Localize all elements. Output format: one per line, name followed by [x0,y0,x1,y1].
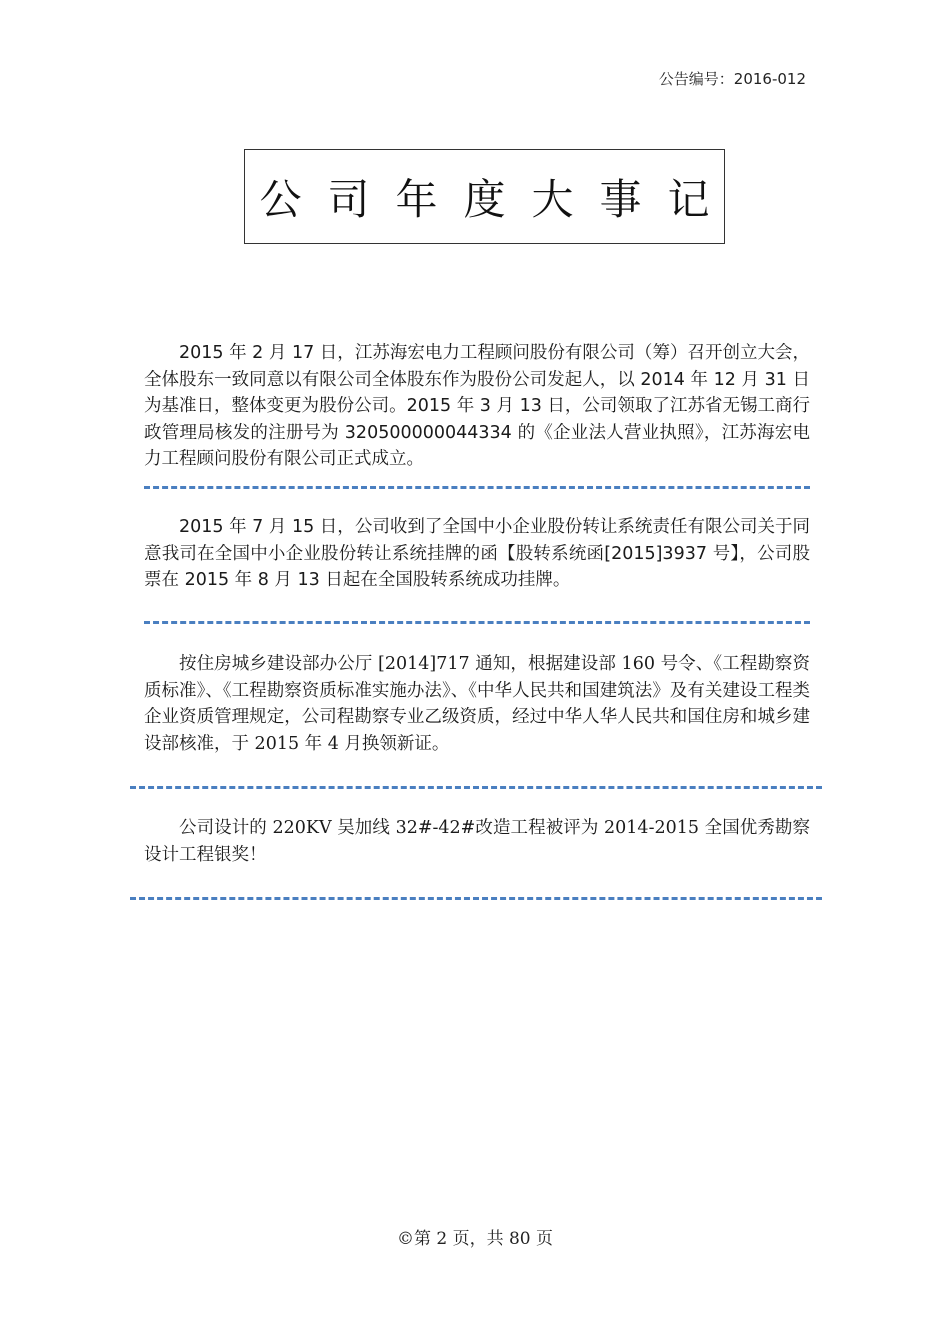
event-paragraph-4: 公司设计的 220KV 吴加线 32#-42#改造工程被评为 2014-2015 全国优秀勘察设计工程银奖！ [144,818,810,865]
section-divider-4 [130,897,822,900]
page-title: 公司年度大事记 [259,174,736,224]
notice-number: 公告编号：2016-012 [658,70,806,88]
event-paragraph-1: 2015 年 2 月 17 日，江苏海宏电力工程顾问股份有限公司（筹）召开创立大会，全体股东一致同意以有限公司全体股东作为股份公司发起人，以 2014 年 12 月 31 日为基准日，整体变更为股份公司。2015 年 3 月 13 日，公司领取了江苏省无锡工商行政管理局核发的注册号为 320500000044334 的《企业法人营业执照》，江苏海宏电力工程顾问股份有限公司正式成立。 [144,343,810,469]
section-divider-3 [130,786,822,789]
event-paragraph-3: 按住房城乡建设部办公厅 [2014]717 通知，根据建设部 160 号令、《工程勘察资质标准》、《工程勘察资质标准实施办法》、《中华人民共和国建筑法》及有关建设工程类企业资质管理规定，公司程勘察专业乙级资质，经过中华人华人民共和国住房和城乡建设部核准，于 2015 年 4 月换领新证。 [144,654,810,754]
event-paragraph-2: 2015 年 7 月 15 日，公司收到了全国中小企业股份转让系统责任有限公司关于同意我司在全国中小企业股份转让系统挂牌的函【股转系统函[2015]3937 号】，公司股票在 2015 年 8 月 13 日起在全国股转系统成功挂牌。 [144,517,810,590]
title-box [244,149,736,244]
section-divider-1 [144,486,810,489]
page-footer: ©第 2 页，共 80 页 [396,1229,554,1249]
section-divider-2 [144,621,810,624]
